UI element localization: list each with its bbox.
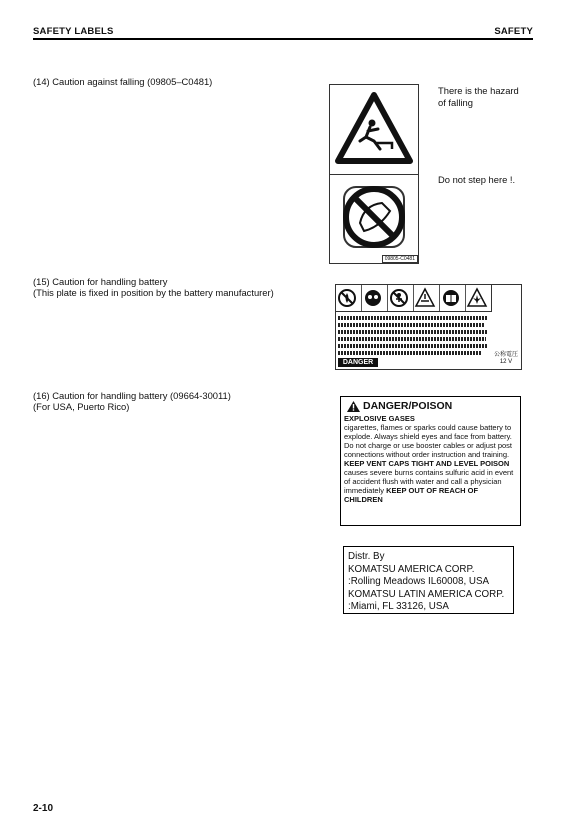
hazard-note-line1: There is the hazard: [438, 85, 519, 96]
voltage-box: [494, 352, 518, 366]
warning-triangle-icon: [347, 401, 360, 412]
distr-line-4: KOMATSU LATIN AMERICA CORP.: [348, 588, 505, 600]
hazard-note-line2: of falling: [438, 97, 473, 108]
danger-para-1: cigarettes, flames or sparks could cause battery to explode. Always shield eyes and face from battery.: [344, 423, 512, 441]
voltage-label: 公称電圧: [493, 352, 518, 358]
fall-hazard-icon: [330, 85, 418, 173]
voltage-value: 12 V: [499, 359, 513, 365]
section-15-subtitle: (This plate is fixed in position by the battery manufacturer): [33, 287, 274, 298]
distr-line-1: Distr. By: [348, 551, 385, 562]
header-left: SAFETY LABELS: [33, 26, 114, 37]
section-15-title: (15) Caution for handling battery: [33, 276, 168, 287]
danger-tag: DANGER: [338, 358, 378, 367]
explosion-icon: [466, 285, 491, 311]
distr-line-3: :Rolling Meadows IL60008, USA: [348, 576, 490, 588]
no-step-note: Do not step here !.: [438, 174, 516, 185]
no-fire-icon: [336, 285, 362, 311]
danger-heading: [347, 400, 517, 412]
keep-out-of-reach: KEEP OUT OF REACH OF CHILDREN: [344, 486, 479, 504]
vent-caps-warning: KEEP VENT CAPS TIGHT AND LEVEL POISON: [344, 459, 510, 468]
danger-poison-label: [340, 396, 521, 526]
no-children-icon: [388, 285, 414, 311]
danger-para-3: causes severe burns contains sulfuric acid in event of accident flush with water and call a physician immediately: [344, 468, 514, 495]
distr-line-5: :Miami, FL 33126, USA: [348, 601, 449, 613]
label-code: 09805-C0481: [382, 255, 418, 263]
explosive-gases: EXPLOSIVE GASES: [344, 414, 415, 423]
fall-caution-label: [329, 84, 419, 264]
corrosive-icon: [414, 285, 440, 311]
danger-para-2: Do not charge or use booster cables or adjust post connections without order instruction and training.: [344, 441, 513, 459]
battery-plate-label: [335, 284, 522, 370]
page-header: [33, 26, 533, 40]
section-16-title: (16) Caution for handling battery (09664-30011): [33, 390, 231, 401]
header-right: SAFETY: [494, 26, 533, 37]
section-16-subtitle: (For USA, Puerto Rico): [33, 401, 130, 412]
distr-line-2: KOMATSU AMERICA CORP.: [348, 563, 475, 575]
danger-heading-text: DANGER/POISON: [363, 400, 453, 412]
read-manual-icon: [440, 285, 466, 311]
section-14-title: (14) Caution against falling (09805–C0481): [33, 76, 213, 87]
distributor-box: [343, 546, 514, 614]
eye-protection-icon: [362, 285, 388, 311]
no-step-icon: [330, 177, 418, 257]
battery-plate-icons: [336, 285, 492, 312]
page-number: 2-10: [33, 803, 54, 814]
